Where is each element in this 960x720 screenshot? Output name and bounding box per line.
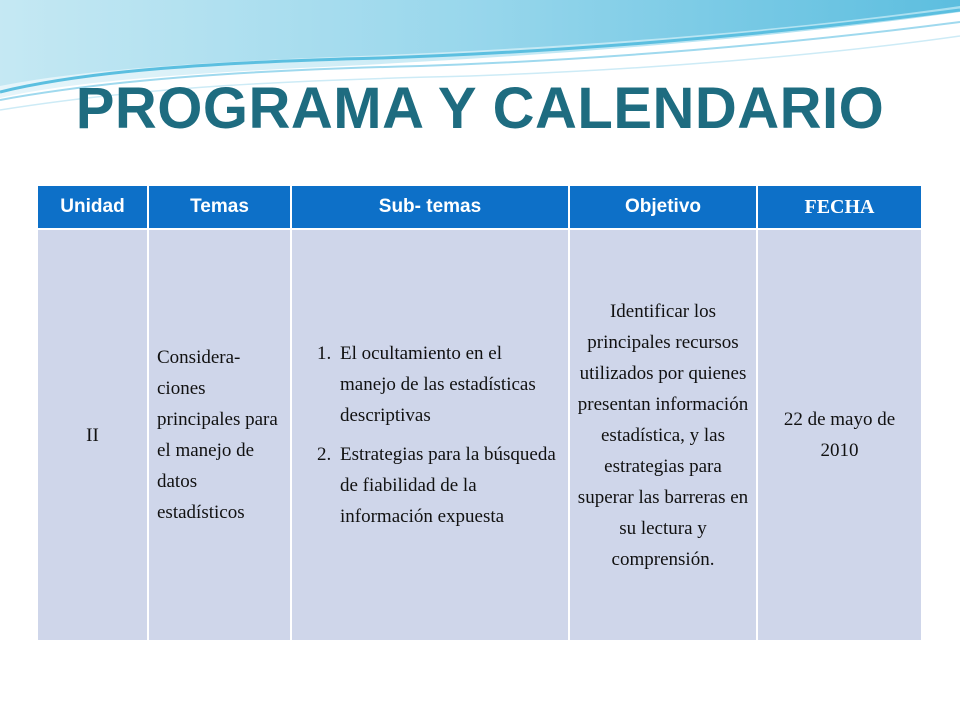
temas-text: Considera- ciones principales para el manejo de datos estadísticos — [157, 347, 278, 523]
subtema-item: 1. El ocultamiento en el manejo de las estadísticas descriptivas — [336, 338, 562, 431]
header-objetivo: Objetivo — [569, 186, 757, 229]
page-title: PROGRAMA Y CALENDARIO — [75, 76, 885, 141]
table-header-row — [38, 186, 921, 229]
cell-temas — [148, 229, 291, 640]
cell-objetivo: Identificar los principales recursos utilizados por quienes presentan información estadística, y las estrategias para superar las barreras en su lectura y comprensión. — [569, 229, 757, 640]
subtema-item: 2. Estrategias para la búsqueda de fiabilidad de la información expuesta — [336, 439, 562, 532]
header-fecha: FECHA — [757, 186, 921, 229]
header-temas: Temas — [148, 186, 291, 229]
header-subtemas: Sub- temas — [291, 186, 569, 229]
subtemas-list — [298, 338, 562, 532]
header-unidad: Unidad — [38, 186, 148, 229]
program-table — [38, 186, 921, 640]
cell-unidad: II — [38, 229, 148, 640]
cell-fecha: 22 de mayo de 2010 — [757, 229, 921, 640]
table-row — [38, 229, 921, 640]
cell-subtemas — [291, 229, 569, 640]
